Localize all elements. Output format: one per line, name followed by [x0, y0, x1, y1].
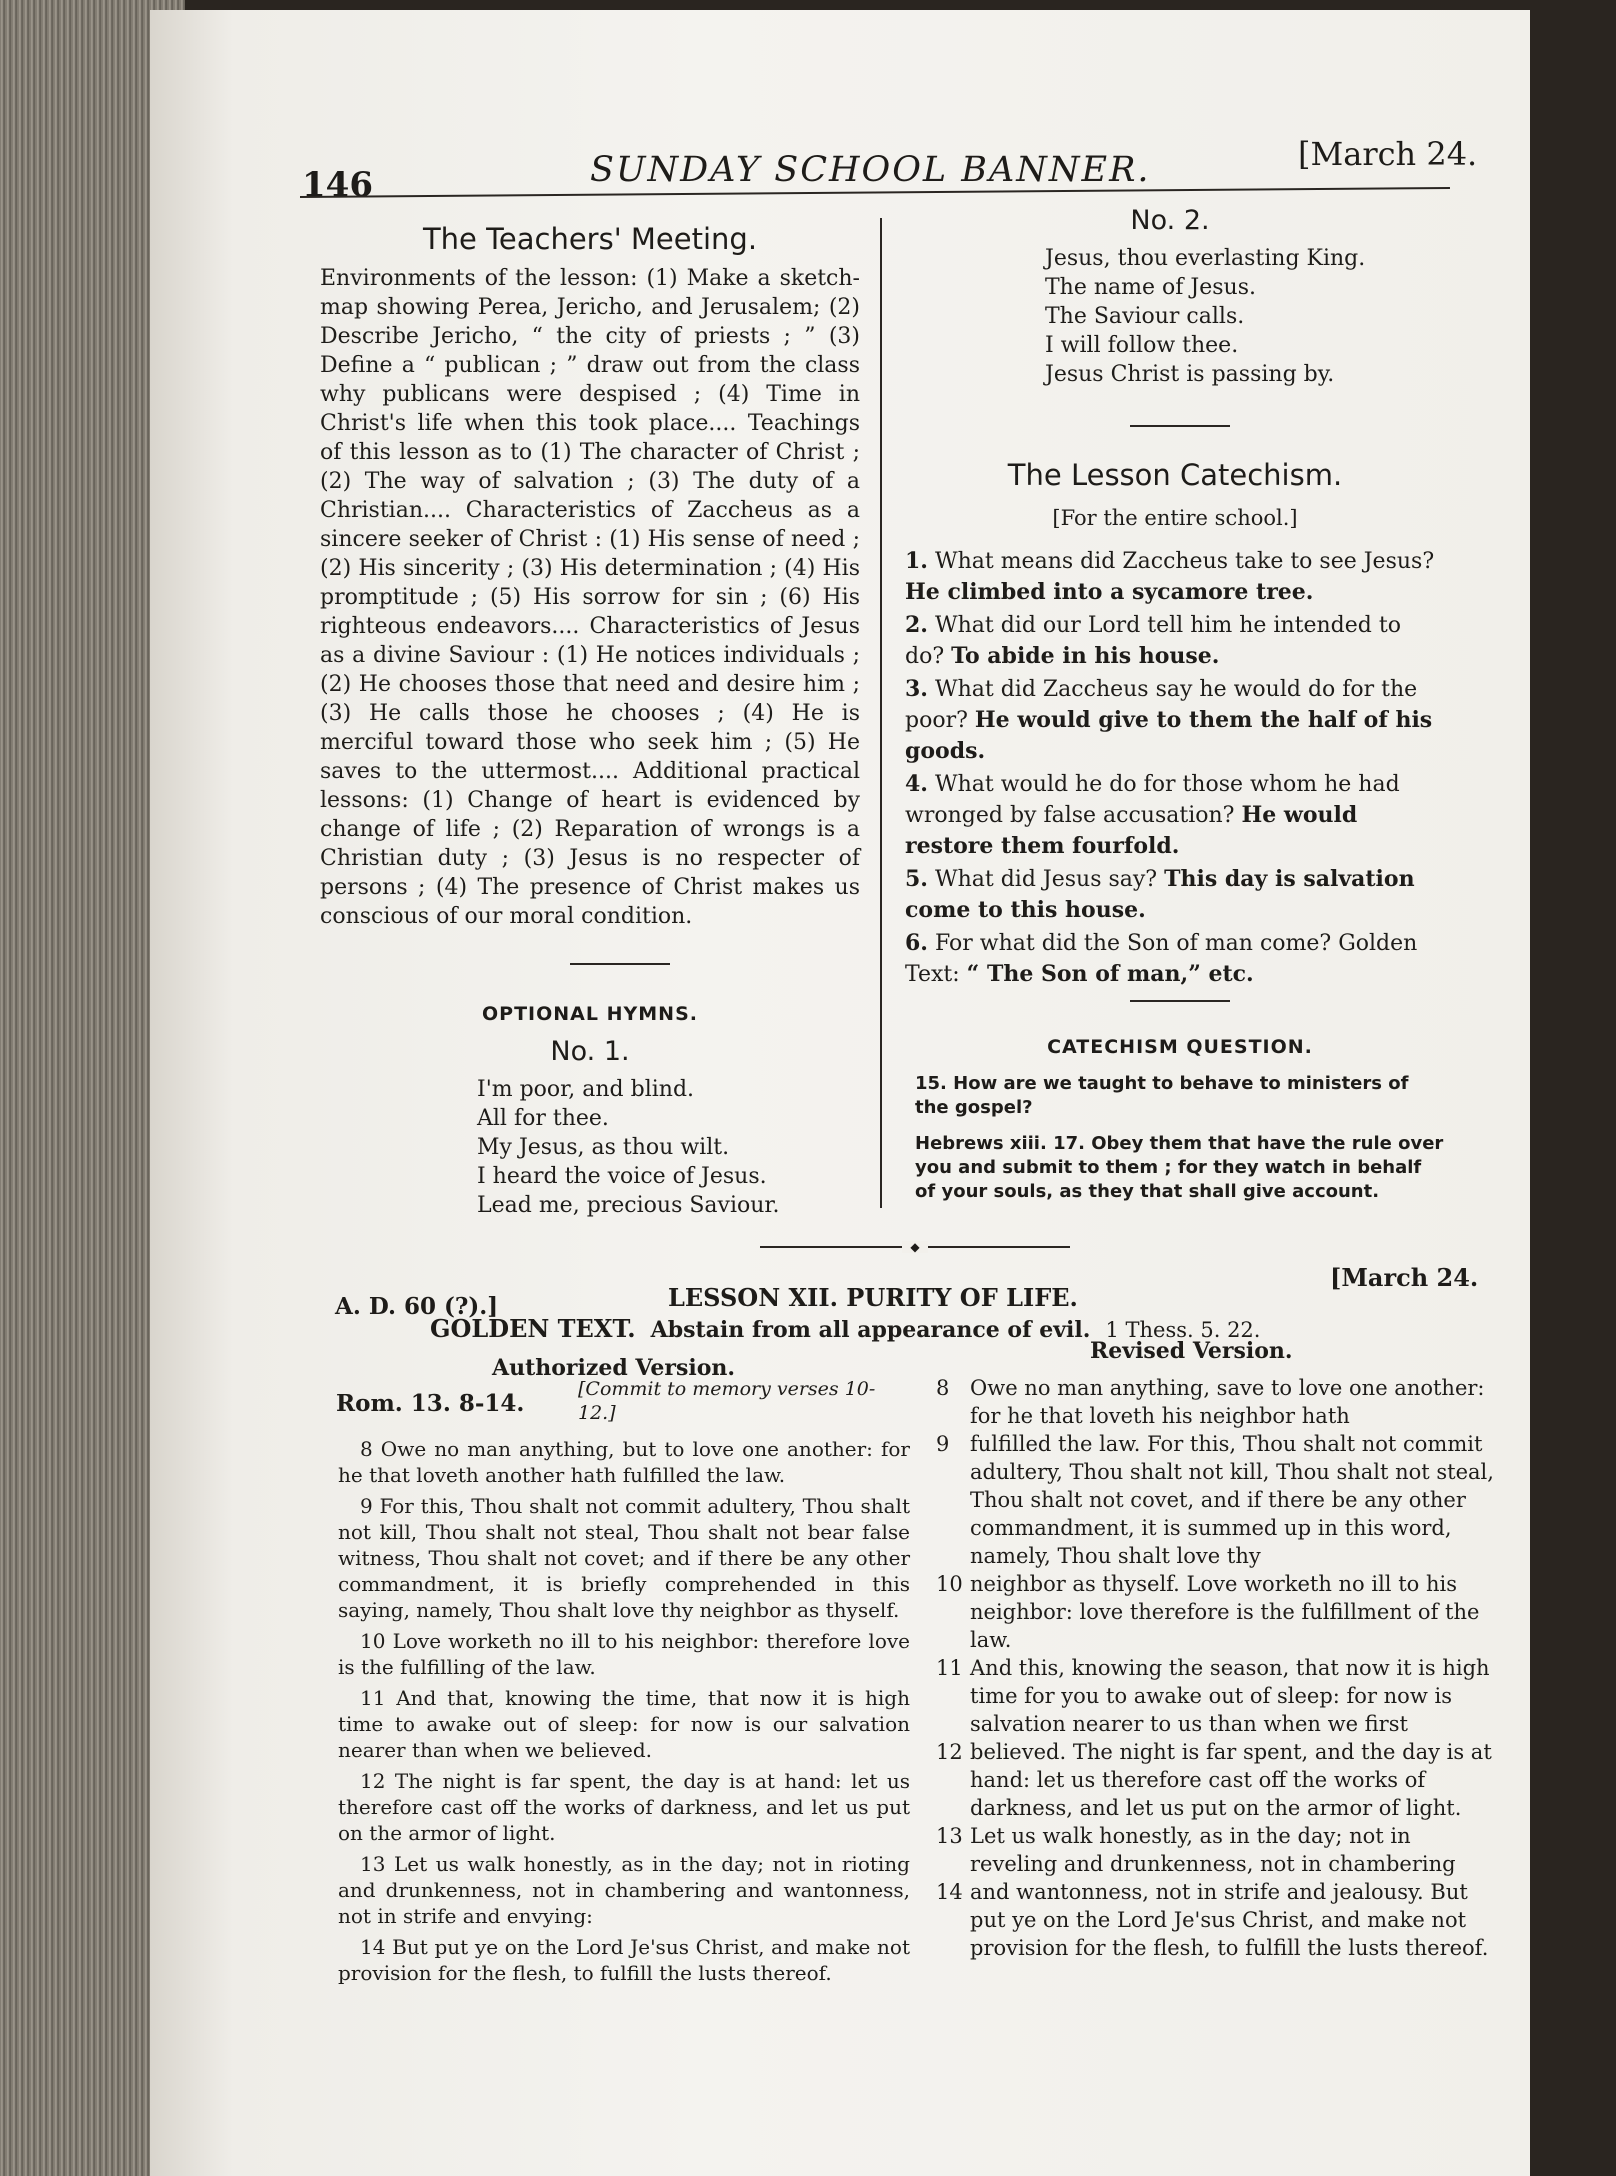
authorized-verse: 11 And that, knowing the time, that now it is high time to awake out of sleep: for now is our salvation nearer than when we believed.	[338, 1686, 910, 1762]
catechism-question-section	[915, 1036, 1445, 1204]
catechism-answer: He would restore them fourfold.	[905, 802, 1358, 859]
verse-number: 8	[936, 1376, 950, 1400]
catechism-num: 3.	[905, 676, 928, 702]
catechism-answer: He climbed into a sycamore tree.	[905, 579, 1314, 605]
verse-number: 13	[936, 1824, 963, 1848]
verse-number: 11	[936, 1656, 963, 1680]
catechism-question: What did our Lord tell him he intended to do?	[905, 613, 1401, 669]
authorized-verse: 13 Let us walk honestly, as in the day; not in rioting and drunkenness, not in chambering and wantonness, not in strife and envying:	[338, 1852, 910, 1928]
column-divider	[880, 218, 882, 1208]
scripture-reference: Rom. 13. 8-14.	[336, 1390, 525, 1417]
verse-text: fulfilled the law. For this, Thou shalt not commit adultery, Thou shalt not kill, Thou shalt not steal, Thou shalt not covet, and if there be any other commandment, it is summed up in this word, namely, Thou shalt love thy	[970, 1432, 1494, 1568]
catechism-num: 4.	[905, 771, 928, 797]
lesson-date-left: A. D. 60 (?).]	[335, 1293, 499, 1320]
running-title: SUNDAY SCHOOL BANNER.	[590, 150, 1151, 190]
verse-number: 10	[936, 1572, 963, 1596]
revised-verses	[936, 1374, 1496, 1962]
revised-verse	[936, 1430, 1496, 1570]
section-rule	[1130, 425, 1230, 427]
revised-verse	[936, 1654, 1496, 1738]
section-rule	[570, 963, 670, 965]
catechism-item	[905, 864, 1445, 926]
revised-verse	[936, 1570, 1496, 1654]
hymn-line: My Jesus, as thou wilt.	[477, 1135, 730, 1160]
revised-version-heading: Revised Version.	[1090, 1338, 1293, 1364]
revised-verse	[936, 1878, 1496, 1962]
revised-verse	[936, 1738, 1496, 1822]
lesson-catechism-section	[905, 458, 1445, 992]
authorized-verse: 8 Owe no man anything, but to love one another: for he that loveth another hath fulfilled the law.	[338, 1437, 910, 1487]
verse-number: 12	[936, 1740, 963, 1764]
catechism-num: 1.	[905, 548, 928, 574]
catechism-answer: “ The Son of man,” etc.	[966, 961, 1254, 987]
lesson-title: LESSON XII. PURITY OF LIFE.	[668, 1283, 1078, 1312]
optional-hymns-heading-wrap	[320, 1003, 860, 1025]
catechism-num: 5.	[905, 866, 928, 892]
hymn-line: Lead me, precious Saviour.	[477, 1193, 780, 1218]
catechism-question: What means did Zaccheus take to see Jesus?	[934, 549, 1435, 574]
teachers-meeting-body: Environments of the lesson: (1) Make a sketch-map showing Perea, Jericho, and Jerusalem; (2) Describe Jericho, “ the city of priests ; ” (3) Define a “ publican ; ” draw out from the class why publicans were despised ; (4) Time in Christ's life when this took place.... Teachings of this lesson as to (1) The character of Christ ; (2) The way of salvation ; (3) The duty of a Christian.... Characteristics of Zaccheus as a sincere seeker of Christ : (1) His sense of need ; (2) His sincerity ; (3) His determination ; (4) His promptitude ; (5) His sorrow for sin ; (6) His righteous endeavors.... Characteristics of Jesus as a divine Saviour : (1) He notices individuals ; (2) He chooses those that need and desire him ; (3) He calls those he chooses ; (4) He is merciful toward those who seek him ; (5) He saves to the uttermost.... Additional practical lessons: (1) Change of heart is evidenced by change of life ; (2) Reparation of wrongs is a Christian duty ; (3) Jesus is no respecter of persons ; (4) The presence of Christ makes us conscious of our moral condition.	[320, 266, 860, 929]
authorized-verse: 10 Love worketh no ill to his neighbor: therefore love is the fulfilling of the law.	[338, 1629, 910, 1679]
section-rule	[1130, 1000, 1230, 1002]
optional-hymns-heading: OPTIONAL HYMNS.	[482, 1003, 698, 1025]
catechism-question: What would he do for those whom he had wronged by false accusation?	[905, 772, 1400, 828]
hymn-line: I heard the voice of Jesus.	[477, 1164, 767, 1189]
hymn-line: The Saviour calls.	[1045, 304, 1245, 329]
commit-note: [Commit to memory verses 10-12.]	[578, 1378, 876, 1424]
catechism-item	[905, 674, 1445, 767]
verse-text: Owe no man anything, save to love one another: for he that loveth his neighbor hath	[970, 1376, 1485, 1428]
catechism-question-answer: Hebrews xiii. 17. Obey them that have the rule over you and submit to them ; for they watch in behalf of your souls, as they that shall give account.	[915, 1133, 1444, 1202]
catechism-question: For what did the Son of man come? Golden Text:	[905, 931, 1418, 987]
catechism-question-text: 15. How are we taught to behave to ministers of the gospel?	[915, 1073, 1409, 1118]
revised-verse	[936, 1374, 1496, 1430]
hymn-no2-list	[1045, 244, 1365, 389]
verse-number: 9	[936, 1432, 950, 1456]
authorized-verse: 12 The night is far spent, the day is at hand: let us therefore cast off the works of darkness, and let us put on the armor of light.	[338, 1769, 910, 1845]
page-number: 146	[302, 165, 373, 205]
catechism-item	[905, 546, 1445, 608]
hymn-no1-title: No. 1.	[550, 1036, 630, 1067]
authorized-verses	[338, 1436, 910, 1991]
teachers-meeting-section	[320, 222, 860, 931]
hymn-no1-list	[477, 1075, 780, 1220]
hymn-no2-title: No. 2.	[1130, 205, 1210, 236]
hymn-line: I'm poor, and blind.	[477, 1077, 695, 1102]
hymn-line: All for thee.	[477, 1106, 609, 1131]
catechism-answer: This day is salvation come to this house.	[905, 866, 1415, 923]
catechism-item	[905, 928, 1445, 990]
teachers-meeting-heading: The Teachers' Meeting.	[422, 222, 758, 256]
verse-text: Let us walk honestly, as in the day; not in reveling and drunkenness, not in chambering	[970, 1824, 1456, 1876]
verse-text: believed. The night is far spent, and the day is at hand: let us therefore cast off the works of darkness, and let us put on the armor of light.	[970, 1740, 1492, 1820]
hymn-line: I will follow thee.	[1045, 333, 1239, 358]
catechism-num: 2.	[905, 612, 928, 638]
hymn-line: Jesus Christ is passing by.	[1045, 362, 1335, 387]
revised-verse	[936, 1822, 1496, 1878]
catechism-subheading: [For the entire school.]	[1052, 506, 1298, 530]
catechism-question: What did Jesus say?	[934, 867, 1158, 892]
catechism-item	[905, 610, 1445, 672]
verse-text: And this, knowing the season, that now it is high time for you to awake out of sleep: for now is salvation nearer to us than when we first	[970, 1656, 1490, 1736]
golden-text: Abstain from all appearance of evil.	[650, 1317, 1091, 1343]
golden-text-label: GOLDEN TEXT.	[430, 1314, 636, 1343]
hymn-line: The name of Jesus.	[1045, 275, 1256, 300]
verse-number: 14	[936, 1880, 963, 1904]
catechism-heading: The Lesson Catechism.	[1007, 458, 1343, 492]
verse-text: and wantonness, not in strife and jealousy. But put ye on the Lord Je'sus Christ, and make not provision for the flesh, to fulfill the lusts thereof.	[970, 1880, 1489, 1960]
catechism-answer: To abide in his house.	[951, 643, 1220, 669]
lesson-date-right: [March 24.	[1330, 1263, 1479, 1292]
authorized-verse: 14 But put ye on the Lord Je'sus Christ, and make not provision for the flesh, to fulfill the lusts thereof.	[338, 1935, 910, 1985]
catechism-num: 6.	[905, 930, 928, 956]
authorized-version-heading: Authorized Version.	[492, 1355, 736, 1381]
catechism-answer: He would give to them the half of his goods.	[905, 707, 1433, 764]
authorized-verse: 9 For this, Thou shalt not commit adultery, Thou shalt not kill, Thou shalt not steal, Thou shalt not bear false witness, Thou shalt not covet; and if there be any other commandment, it is briefly comprehended in this saying, namely, Thou shalt love thy neighbor as thyself.	[338, 1494, 910, 1622]
ornamental-divider: ◆	[760, 1240, 1070, 1254]
header-date: [March 24.	[1298, 135, 1478, 173]
hymn-line: Jesus, thou everlasting King.	[1045, 246, 1366, 271]
golden-text-ref: 1 Thess. 5. 22.	[1105, 1318, 1261, 1342]
catechism-question-heading: CATECHISM QUESTION.	[1047, 1036, 1313, 1058]
catechism-question: What did Zaccheus say he would do for the poor?	[905, 677, 1418, 733]
catechism-item	[905, 769, 1445, 862]
verse-text: neighbor as thyself. Love worketh no ill to his neighbor: love therefore is the fulfillment of the law.	[970, 1572, 1480, 1652]
